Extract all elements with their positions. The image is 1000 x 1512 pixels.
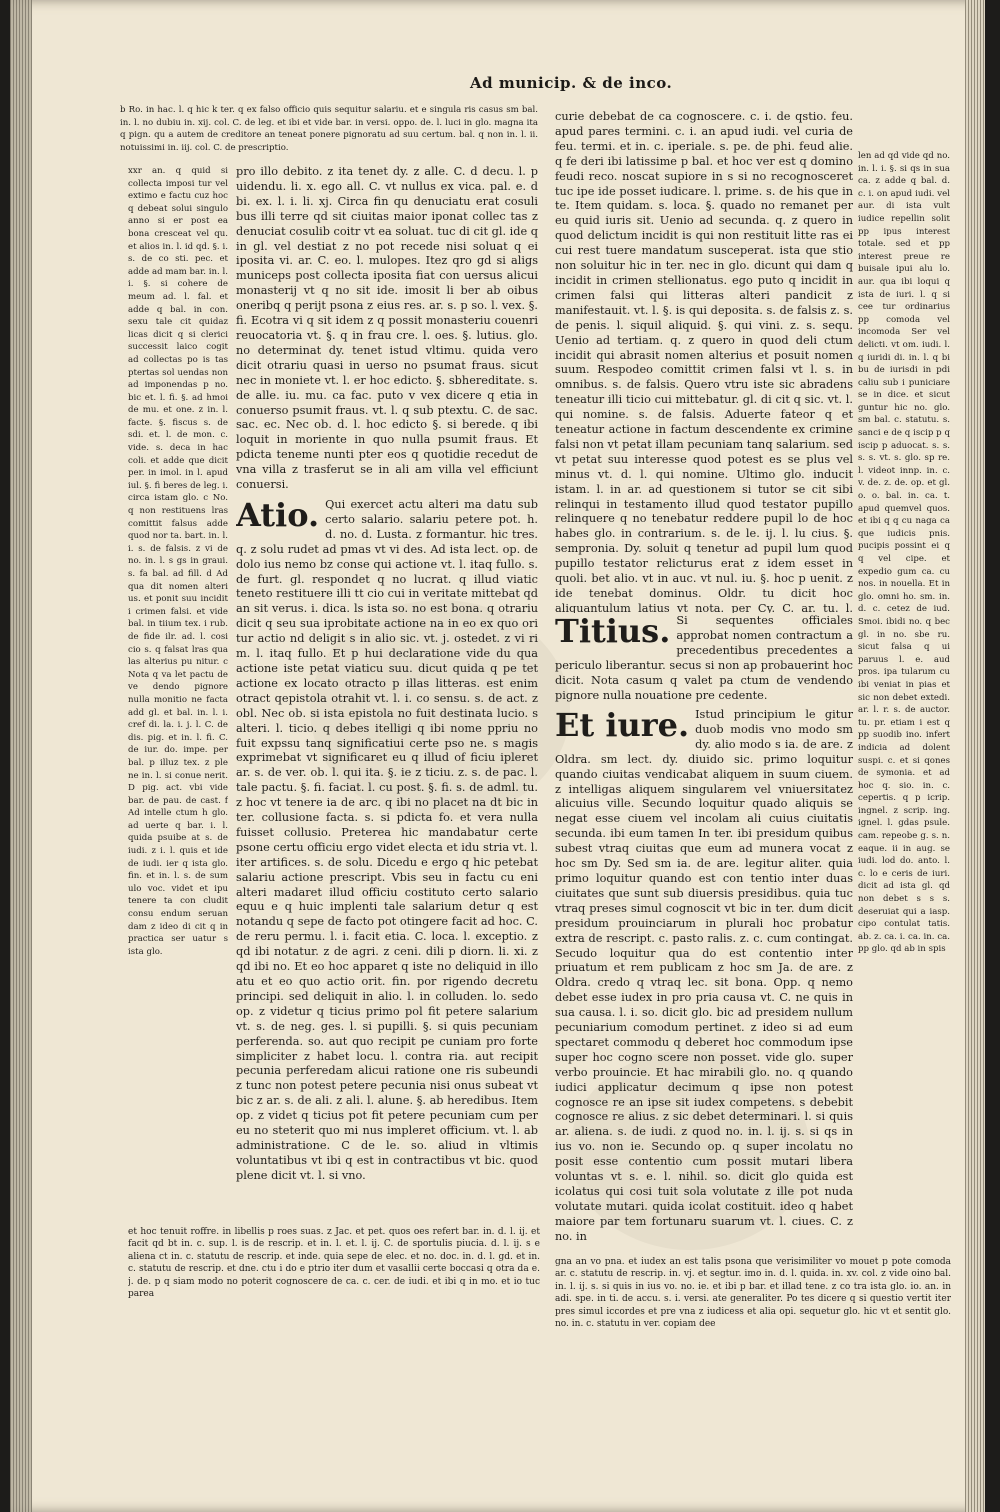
column-b-text: curie debebat de ca cognoscere. c. i. de qstio. feu. apud pares termini. c. i. an apud iudi. vel curia de feu. termi. et in. c. iperiale. s. pe. de phi. feud alie. q fe deri ibi latissime p bal. et hoc ver est q domino feudi reco. noscat supiore in s si no recognosceret tuc ipe ide posset iudicare. l. prime. s. de his que in te. Item quidam. s. loca. §. quado no remanet per eu quid iuris sit. Uenio ad secunda. q. z quero in quod delictum incidit is qui non restituit litte ras ei cui rest tuere mandatum susceperat. ista que stio non soluitur hic in ter. nec in glo. dicunt qui dam q incidit in crimen stellionatus. ego puto q incidit in crimen falsi qui litteras alteri pandicit z manifestauit. vt. l. §. is qui deposita. s. de falsis z. s. de penis. l. siquil aliquid. §. qui vini. z. s. sequ. Uenio ad tertiam. q. z quero in quod deli ctum incidit qui abrasit nomen alterius et posuit nomen suum. Respodeo comittit crimen falsi vt l. s. in omnibus. s. de falsis. Quero vtru iste sic abradens teneatur illi ticio cui mittebatur. gl. di cit q sic. vt. l. qui nomine. s. de falsis. Aduerte fateor q et teneatur actione in factum descendente ex crimine falsi non vt petat illam pecuniam tanq salarium. sed vt petat suu interesse quod potest es se plus vel minus vt. d. l. qui nomine. Ultimo glo. inducit istam. l. in ar. ad questionem si tutor se cit sibi relinqui in testamento illud quod testator pupillo relinquere q no tenebatur reddere pupil lo de hoc habes glo. in contrarium. s. de le. ij. l. lu cius. §. sempronia. Dy. soluit q tenetur ad pupil lum quod pupillo testator relicturus erat z idem esset in quoli. bet alio. vt in auc. vt nul. iu. §. hoc p uenit. z ide tenebat dominus. Oldr. tu dicit hoc aliquantulum latius vt nota. per Cy. C. ar. tu. l. — [555, 110, 853, 613]
gloss-top-left-text: b Ro. in hac. l. q hic k ter. q ex falso officio quis sequitur salariu. et e singula ris casus sm bal. in. l. no dubiu in. xij. col. C. de leg. et ibi et vide bar. in versi. oppo. de. l. luci in glo. magna ita q pign. qu a autem de creditore an teneat ponere pignoratu ad suu certum. bal. q non in. l. ii. notuissimi in. iij. col. C. de prescriptio. — [120, 105, 538, 153]
gloss-bottom-right — [555, 1256, 951, 1334]
gloss-left-margin — [128, 165, 228, 1223]
gloss-bottom-right-text: gna an vo pna. et iudex an est talis psona que verisimiliter vo mouet p pote comoda ar. c. statutu de rescrip. in. vj. et segtur. imo in. d. l. quida. in. xv. col. z vide oino bal. in. l. ij. s. si quis in ius vo. no. ie. et ibi p bar. et illad tene. z co tra ista glo. io. an. in adi. spe. in ti. de accu. s. i. versi. ate generaliter. Po tes dicere q si questio vertit iter pres simul iccordes et pre vna z iudicess et alia opi. sequetur glo. hic vt et sentit glo. no. in. c. statutu in ver. copiam dee — [555, 1257, 951, 1330]
gloss-top-left — [120, 104, 538, 162]
gloss-right-margin-text: len ad qd vide qd no. in. l. i. §. si qs in sua ca. z adde q bal. d. c. i. on apud iudi. vel aur. di ista vult iudice repellin solit pp ipus interest totale. sed et pp interest preue re buisale ipui alu lo. aur. qua ibi loqui q ista de iuri. l. q si cee tur ordinarius pp comoda vel incomoda Ser vel delicti. vt om. iudi. l. q iuridi di. in. l. q bi bu de iurisdi in pdi caliu sub i puniciare se in dice. et sicut guntur hic no. glo. sm bal. c. statutu. s. sanci e de q iscip p q iscip p aduocat. s. s. s. s. vt. s. glo. sp re. l. videot innp. in. c. v. de. z. de. op. et gl. o. o. bal. in. ca. t. apud quemvel quos. et ibi q q cu naga ca que iudicis pnis. pucipis possint ei q q vel cipe. et expedio gum ca. cu nos. in nouella. Et in glo. omni ho. sm. in. d. c. cetez de iud. Smoi. ibidi no. q bec gl. in no. sbe ru. sicut falsa q ui paruus l. e. aud pros. ipa tularum cu ibi veniat in pias et sic non debet extedi. ar. l. r. s. de auctor. tu. pr. etiam i est q pp suodib ino. infert indicia ad dolent suspi. c. et si qones de symonia. et ad hoc q. sio. in. c. cepertis. q p icrip. ingnel. z scrip. ing. ignel. l. gdas psule. cam. repeobe g. s. n. eaque. ii in aug. se iudi. lod do. anto. l. c. lo e ceris de iuri. dicit ad ista gl. qd non debet s s s. deseruiat qui a iasp. cipo contulat tatis. ab. z. ca. i. ca. in. ca. pp glo. qd ab in spis — [858, 151, 950, 955]
running-head: Ad municip. & de inco. — [470, 74, 673, 92]
column-b — [555, 110, 853, 613]
column-b-rubric — [555, 614, 853, 706]
gloss-left-margin-text: xxr an. q quid si collecta imposi tur vel extimo e factu cuz hoc q debeat solui singulo anno si er post ea bona cresceat vel qu. et alios in. l. id qd. §. i. s. de co sti. pec. et adde ad mam bar. in. l. i. §. si cohere de meum ad. l. fal. et adde q bal. in con. sexu tale cit quidaz licas dicit q si clerici successit laico cogit ad collectas po is tas ptertas sol uendas non ad imponendas p no. bic et. l. fi. §. ad hmoi de mu. et one. z in. l. facte. §. fiscus s. de sdi. et. l. de mon. c. vide. s. deca in hac coli. et adde que dicit per. in imol. in l. apud iul. §. fi beres de leg. i. circa istam glo. c No. q non restituens lras comittit falsus adde quod nor ta. bart. in. l. i. s. de falsis. z vi de no. in. l. s gs in graui. s. fa bal. ad fill. d Ad qua dit nomen alteri us. et ponit suu incidit i crimen falsi. et vide bal. in tiium tex. i rub. de fide ilr. ad. l. cosi cio s. q falsat lras qua las alterius pu nitur. c Nota q va let pactu de ve dendo pignore nulla monitio ne facta add gl. et bal. in. l. i. cref di. la. i. j. l. C. de dis. pig. et in. l. fi. C. de iur. do. impe. per bal. p illuz tex. z ple ne in. l. si conue nerit. D pig. act. vbi vide bar. de pau. de cast. f Ad intelle ctum h glo. ad uerte q bar. i. l. quida psuibe at s. de iudi. z i. l. quis et ide de iudi. ier q ista glo. fin. et in. l. s. de sum ulo voc. videt et ipu tenere ta con cludit consu endum seruan dam z ideo di cit q in practica ser uatur s ista glo. — [128, 166, 228, 957]
page-gutter — [10, 0, 32, 1512]
column-b-section-text: Istud principium le gitur duob modis vno modo sm dy. alio modo s ia. de are. z Oldra. sm lect. dy. diuido sic. primo loquitur quando ciuitas vendicabat aliquem in suum ciuem. z intelligas aliquem singularem vel vniuersitatez alicuius ville. Secundo loquitur quado aliquis se negat esse ciuem vel incolam ali cuius ciuitatis secunda. ibi eum tamen In ter. ibi presidum quibus subest vtraq ciuitas que eum ad munera vocat z hoc sm Dy. Sed sm ia. de are. legitur aliter. quia primo loquitur quando est con tentio inter duas ciuitates que sunt sub diuersis presidibus. quia tuc vtraq preses simul cognoscit vt bic in ter. dum dicit presidum prouinciarum in plurali hoc probatur extra de rescript. c. pasto ralis. z. c. cum contingat. Secudo loquitur qua do est contentio inter priuatum et rem publicam z hoc sm Ja. de are. z Oldra. credo q vtraq lec. sit bona. Opp. q nemo debet esse iudex in pro pria causa vt. C. ne quis in sua causa. l. i. so. dicit glo. bic ad presidem nullum pecuniarium comodum pertinet. z ideo si ad eum spectaret commodu q deberet hoc commodum ipse super hoc cogno scere non posset. vide glo. super verbo prouincie. Et hac mirabili glo. no. q quando iudici applicatur decimum q ipse non potest cognosce re an ipse sit iudex competens. s debebit cognosce re alius. z sic debet determinari. l. si quis ar. aliena. s. de iudi. z quod no. in. l. ij. s. si qs in ius vo. non ie. Secundo op. q super incolatu no posit esse contentio cum possit mutari libera voluntas vt s. e. l. nihil. so. dicit glo quida est icolatus qui cosi tuit sola volutate z ille pot nuda volutate mutari. quida icolat costituit. ideo q habet maiore par tem fortunaru suarum vt. l. ciues. C. z no. in — [555, 708, 853, 1243]
column-b-section — [555, 708, 853, 1253]
rubric-initial-et-iure: Et iure. — [555, 708, 690, 744]
page-edge — [965, 0, 985, 1512]
rubric-initial-atio: Atio. — [236, 498, 320, 534]
column-a — [236, 165, 538, 497]
gloss-right-margin — [858, 150, 950, 1240]
gloss-bottom-left-text: et hoc tenuit roffre. in libellis p roes suas. z Jac. et pet. quos oes refert bar. in. d. l. ij. et facit qd bt in. c. sup. l. is de rescrip. et in. l. et. l. ij. C. de sportulis piucia. d. l. ij. s e aliena ct in. c. statutu de rescrip. et inde. quia sepe de elec. et no. doc. in. d. l. gd. et in. c. statutu de rescrip. et dne. ctu i do e ptrio iter dum et vasallii certe boccasi q otra da e. j. de. p q siam modo no poterit cognoscere de ca. c. cer. de iudi. et ibi q in mo. et io tuc parea — [128, 1227, 540, 1300]
column-a-section-text: Qui exercet actu alteri ma datu sub certo salario. salariu petere pot. h. d. no. d. Lusta. z formantur. hic tres. q. z solu rudet ad pmas vt vi des. Ad ista lect. op. de dolo ius nemo bz conse qui actione vt. l. itaq fullo. s. de furt. gl. respondet q no lucrat. q illud viatic teneto restituere illi tt cio cui in veritate mittebat qd an sit verus. i. dica. ls ista so. no est bona. q otrariu dicit q seu sua iprobitate actione na in eo ex quo ori tur actio nd deligit s in alio sic. vt. j. ostedet. z vi ri m. l. itaq fullo. Et p hui declaratione vide du qua actione iste petat viaticu suu. dicut quida q pe tet actione ex locato otracto p illas litteras. est enim otract qepistola otrahit vt. l. i. co sensu. s. de act. z obl. Nec ob. si ista epistola no fuit destinata lucio. s alteri. l. ticio. q debes itelligi q ibi nome ppriu no fuit expssu tanq significatiui certe pso ne. s magis exprimebat vt significaret eu q illud of ficiu ipleret ar. s. de ver. ob. l. qui ita. §. ie z ticiu. z. s. de pac. l. tale pactu. §. fi. faciat. l. cu post. §. fi. s. de adml. tu. z hoc vt tenere ia de arc. q ibi no placet na dt bic in ter. collusione facta. s. si pdicta fo. et vera nulla fuisset collusio. Preterea hic mandabatur certe psone certu officiu ergo videt electa et idu stria vt. l. iter artifices. s. de solu. Dicedu e ergo q hic petebat salariu actione prescript. Vbis seu in factu cu eni alteri madaret illud officiu costituto certo salario equu e q huic implenti tale salarium detur q est notandu q sepe de facto pot otingere facit ad hoc. C. de reru permu. l. i. facit etia. C. loca. l. exceptio. z qd ibi notatur. z de agri. z ceni. dili p diorn. li. xi. z qd ibi no. Et eo hoc apparet q iste no deliquid in illo atu et eo quo actio orit. fin. por rigendo decretu principi. sed deliquit in alio. l. in colluden. lo. sedo op. z videtur q ticius primo pol fit petere salarium vt. s. de neg. ges. l. si pupilli. §. si quis pecuniam perferenda. so. aut quo recipit pe cuniam pro forte simpliciter z habet locu. l. contra ria. aut recipit pecunia perferedam alicui ratione one ris subeundi z tunc non potest petere pecunia nisi onus subeat vt bic z ar. s. de ali. z ali. l. alune. §. ab heredibus. Item op. z videt q ticius pot fit petere pecuniam cum per eu no steterit quo mi nus impleret officium. vt. l. ab administratione. C de le. so. aliud in vltimis voluntatibus vt ibi q est in contractibus vt bic. quod plene dicit vt. l. si vno. — [236, 498, 538, 1182]
column-a-section — [236, 498, 538, 1232]
column-a-text: pro illo debito. z ita tenet dy. z alle. C. d decu. l. p uidendu. li. x. ego all. C. vt nullus ex vica. pal. e. d bi. ex. l. i. li. xj. Circa fin qu denuciatu erat cosuli bus illi terre qd sit ciuitas maior iponat collec tas z denuciat cosulib coitr vt ea soluat. tuc di cit gl. ide q in gl. vel destiat z no pot recede nisi soluat q ei iposita vi. ar. C. eo. l. mulopes. Itez qro gd si aligs municeps post collecta iposita fiat con uersus alicui monasterij vt q no sit ide. imosit li ber ab oibus oneribq q perijt psona z eius res. ar. s. p so. l. vex. §. fi. Ecotra vi q sit idem z q possit monasteriu couenri reuocatoria vt. §. q in frau cre. l. oes. §. lutius. glo. no determinat dy. tenet istud vltimu. quida vero dicit otrariu quasi in uerso no psumat fraus. sicut nec in moniete vt. l. er hoc edicto. §. sbhereditate. s. de alle. iu. mu. ca fac. puto v vex dicere q etia in conuerso psumit fraus. vt. l. q sub ptextu. C. de sac. sac. ec. Nec ob. d. l. hoc edicto §. si berede. q ibi loquit in moriente in quo nulla psumit fraus. Et pdicta teneme nunti pter eos q quotidie recedut de vna villa z trasferut se in ali am villa vel efficiunt conuersi. — [236, 165, 538, 492]
gloss-bottom-left — [128, 1226, 540, 1316]
book-page — [10, 0, 985, 1512]
column-b-rubric-text: Si sequentes officiales approbat nomen contractum a precedentibus precedentes a periculo liberantur. secus si non ap probauerint hoc dicit. Nota casum q valet pa ctum de vendendo pignore nulla nouatione pre cedente. — [555, 614, 853, 702]
rubric-initial-titius: Titius. — [555, 614, 671, 650]
